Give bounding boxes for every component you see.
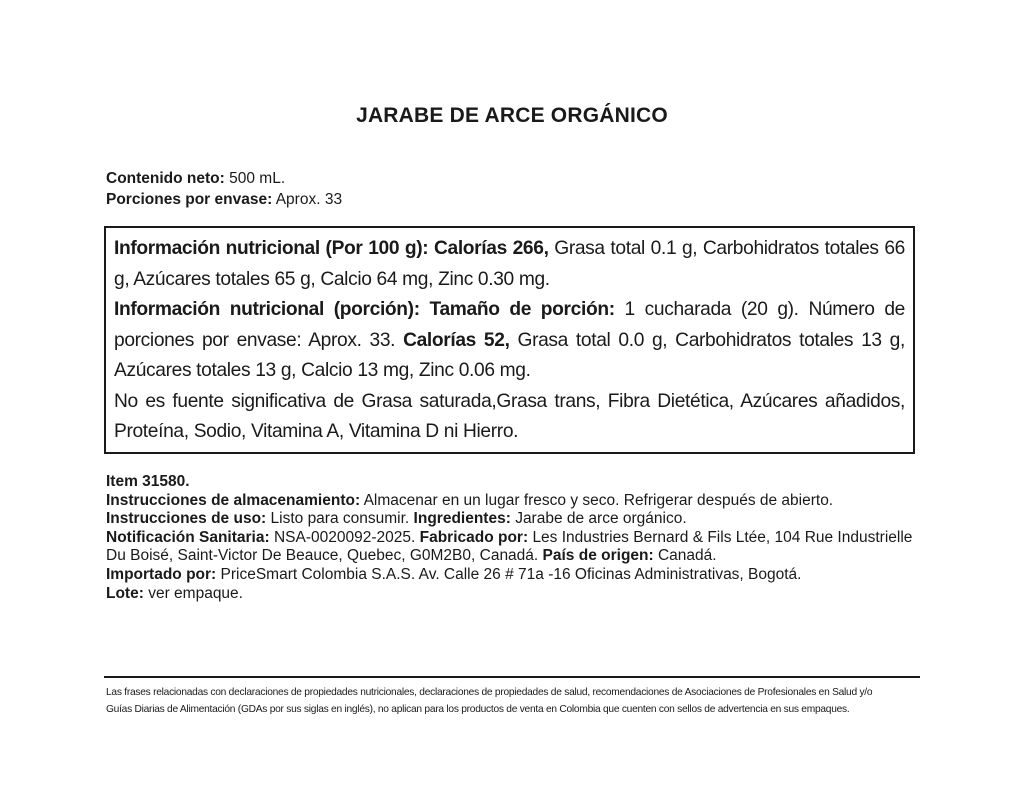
lot-label: Lote: — [106, 584, 144, 602]
sanitary-notification — [106, 529, 926, 566]
disclaimer-line-2: Guías Diarias de Alimentación (GDAs por sus siglas en inglés), no aplican para los productos de venta en Colombia que cuenten con sellos de advertencia en sus empaques. — [106, 703, 850, 715]
usage-text: Listo para consumir. — [270, 510, 410, 528]
portion-label: Información nutricional (porción): — [114, 299, 420, 320]
portion-text: Grasa total 0.0 g, Carbohidratos totales 13 g, Azúcares totales 13 g, Calcio 13 mg, Zinc 0.06 mg. — [114, 329, 905, 381]
not-significant-source: No es fuente significativa de Grasa saturada,Grasa trans, Fibra Dietética, Azúcares añadidos, Proteína, Sodio, Vitamina A, Vitamina D ni Hierro. — [114, 390, 905, 442]
importer-label: Importado por: — [106, 565, 217, 583]
sanitary-text: NSA-0020092-2025. — [273, 528, 416, 546]
importer-line — [106, 566, 926, 585]
ingredients-text: Jarabe de arce orgánico. — [515, 510, 687, 528]
nutrition-facts-box — [104, 226, 915, 454]
net-content-block — [106, 168, 342, 210]
disclaimer-line-1: Las frases relacionadas con declaraciones de propiedades nutricionales, declaraciones de propiedades de salud, recomendaciones de Asociaciones de Profesionales en Salud y/o — [106, 687, 873, 698]
portion-calories: Calorías 52, — [403, 329, 510, 351]
servings-value: Aprox. 33 — [275, 191, 343, 208]
lot-text: ver empaque. — [148, 584, 243, 602]
sanitary-label: Notificación Sanitaria: — [106, 528, 270, 546]
per100-calories: Calorías 266, — [434, 238, 549, 259]
servings-label: Porciones por envase: — [106, 191, 273, 208]
net-content-label: Contenido neto: — [106, 170, 225, 187]
legal-disclaimer — [106, 685, 921, 718]
manufacturer-label: Fabricado por: — [419, 528, 529, 546]
item-label: Item 31580. — [106, 473, 190, 490]
nutrition-per-100g — [114, 234, 905, 295]
item-number — [106, 473, 926, 492]
storage-text: Almacenar en un lugar fresco y seco. Refrigerar después de abierto. — [363, 491, 834, 509]
importer-text: PriceSmart Colombia S.A.S. Av. Calle 26 # 71a -16 Oficinas Administrativas, Bogotá. — [220, 565, 802, 583]
origin-text: Canadá. — [657, 547, 717, 565]
per100-label: Información nutricional (Por 100 g): — [114, 238, 429, 259]
usage-instructions — [106, 510, 926, 529]
servings-line — [106, 189, 342, 210]
storage-label: Instrucciones de almacenamiento: — [106, 491, 361, 509]
ingredients-label: Ingredientes: — [413, 510, 511, 528]
portion-size-text: 1 cucharada (20 g). Número de porciones por envase: Aprox. 33. — [114, 299, 905, 351]
portion-size-label: Tamaño de porción: — [429, 299, 615, 320]
lot-line — [106, 585, 926, 604]
net-content-value: 500 mL. — [229, 170, 286, 187]
footer-divider — [104, 676, 920, 678]
storage-instructions — [106, 492, 926, 511]
manufacturer-text: Les Industries Bernard & Fils Ltée, 104 Rue Industrielle Du Boisé, Saint-Victor De Beauce, Quebec, G0M2B0, Canadá. — [106, 528, 913, 565]
product-title: JARABE DE ARCE ORGÁNICO — [356, 104, 668, 127]
nutrition-per-portion — [114, 295, 905, 387]
net-content-line — [106, 168, 342, 189]
usage-label: Instrucciones de uso: — [106, 510, 267, 528]
product-details — [106, 473, 926, 603]
origin-label: País de origen: — [542, 547, 654, 565]
per100-text: Grasa total 0.1 g, Carbohidratos totales 66 g, Azúcares totales 65 g, Calcio 64 mg, Zinc 0.30 mg. — [114, 238, 905, 290]
